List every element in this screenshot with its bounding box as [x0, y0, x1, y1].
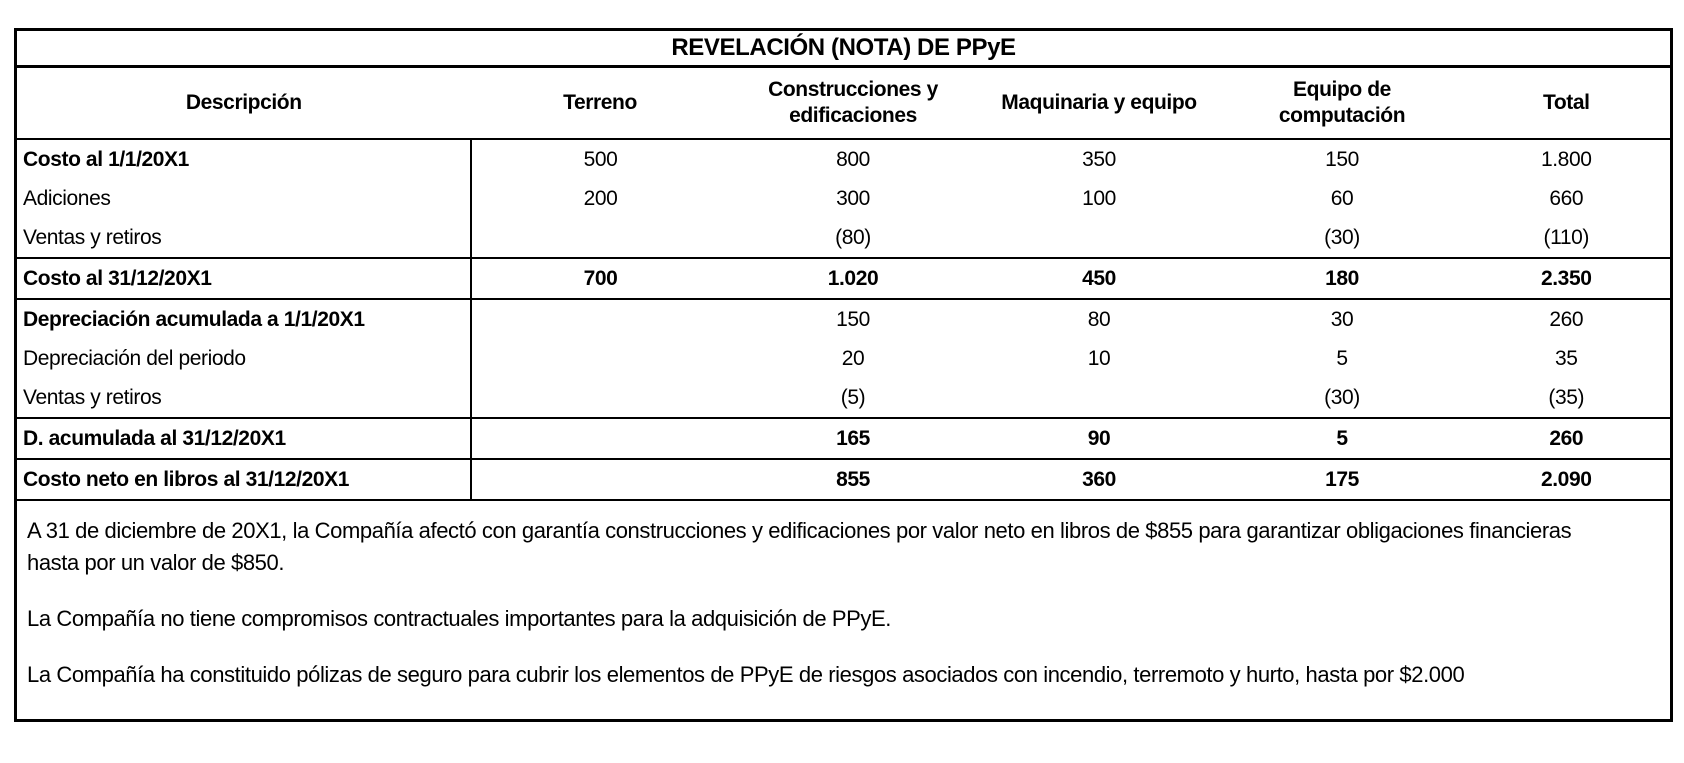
cell-value: 350 — [1082, 147, 1116, 171]
row-label: Ventas y retiros — [16, 218, 471, 258]
row-label: Adiciones — [16, 179, 471, 218]
row-label: Depreciación del periodo — [16, 339, 471, 378]
row-label: Costo neto en libros al 31/12/20X1 — [16, 459, 471, 500]
table-row — [16, 378, 1672, 418]
cell-value: 2.090 — [1463, 459, 1672, 500]
cell-value: 150 — [1325, 147, 1359, 171]
table-row — [16, 179, 1672, 218]
ppe-disclosure-table — [14, 28, 1673, 722]
table-title: REVELACIÓN (NOTA) DE PPyE — [16, 30, 1672, 67]
cell-value: (30) — [1222, 218, 1463, 258]
table-row — [16, 299, 1672, 339]
cell-value: 90 — [977, 418, 1222, 459]
cell-value — [471, 459, 730, 500]
cell-value: 165 — [730, 418, 977, 459]
cell-value: 260 — [1549, 307, 1584, 331]
row-label: Ventas y retiros — [16, 378, 471, 418]
column-header-total: Total — [1463, 67, 1672, 140]
cell-value: 200 — [583, 186, 618, 210]
cell-value — [471, 339, 730, 378]
note-paragraph-insurance: La Compañía ha constituido pólizas de seguro para cubrir los elementos de PPyE de riesgos asociados con incendio, terremoto y hurto, hasta por $2.000 — [27, 661, 1465, 687]
column-header-maquinaria: Maquinaria y equipo — [977, 67, 1222, 140]
cell-value: 300 — [836, 186, 870, 210]
row-label: Costo al 1/1/20X1 — [16, 139, 471, 179]
cell-value: 100 — [1082, 186, 1116, 210]
cell-value: 700 — [471, 258, 730, 299]
cell-value: 5 — [1336, 346, 1348, 370]
cell-value: 20 — [841, 346, 865, 370]
cell-value: (35) — [1463, 378, 1672, 418]
note-paragraph-commitments: La Compañía no tiene compromisos contractuales importantes para la adquisición de PPyE. — [27, 605, 892, 631]
cell-value: 60 — [1330, 186, 1354, 210]
cell-value — [977, 218, 1222, 258]
cell-value: 30 — [1330, 307, 1354, 331]
table-row — [16, 339, 1672, 378]
cell-value — [471, 418, 730, 459]
row-label: Depreciación acumulada a 1/1/20X1 — [16, 299, 471, 339]
cell-value: 660 — [1549, 186, 1584, 210]
cell-value — [471, 378, 730, 418]
table-row — [16, 258, 1672, 299]
cell-value: 1.020 — [730, 258, 977, 299]
cell-value: 500 — [583, 147, 618, 171]
cell-value — [471, 218, 730, 258]
cell-value: 360 — [977, 459, 1222, 500]
row-label: D. acumulada al 31/12/20X1 — [16, 418, 471, 459]
cell-value: 855 — [730, 459, 977, 500]
column-header-equipo-computacion: Equipo de computación — [1222, 67, 1463, 140]
table-row — [16, 218, 1672, 258]
cell-value: 260 — [1463, 418, 1672, 459]
cell-value — [977, 378, 1222, 418]
cell-value: 175 — [1222, 459, 1463, 500]
cell-value: (30) — [1222, 378, 1463, 418]
cell-value: 80 — [1087, 307, 1111, 331]
cell-value: 10 — [1087, 346, 1111, 370]
cell-value: 800 — [836, 147, 870, 171]
cell-value: 2.350 — [1463, 258, 1672, 299]
cell-value: 150 — [836, 307, 870, 331]
table-row — [16, 459, 1672, 500]
cell-value — [471, 299, 730, 339]
row-label: Costo al 31/12/20X1 — [16, 258, 471, 299]
column-header-construcciones: Construcciones y edificaciones — [730, 67, 977, 140]
cell-value: (5) — [730, 378, 977, 418]
column-header-terreno: Terreno — [471, 67, 730, 140]
cell-value: 450 — [977, 258, 1222, 299]
cell-value: (110) — [1463, 218, 1672, 258]
cell-value: (80) — [730, 218, 977, 258]
cell-value: 180 — [1222, 258, 1463, 299]
cell-value: 5 — [1222, 418, 1463, 459]
table-row — [16, 418, 1672, 459]
cell-value: 1.800 — [1540, 147, 1592, 171]
note-paragraph-guarantee: A 31 de diciembre de 20X1, la Compañía afectó con garantía construcciones y edificaciones por valor neto en libros de $855 para garantizar obligaciones financieras hasta por un valor de $850. — [27, 518, 1572, 575]
table-row — [16, 139, 1672, 179]
column-header-descripcion: Descripción — [16, 67, 471, 140]
cell-value: 35 — [1554, 346, 1578, 370]
notes-section — [16, 500, 1672, 721]
